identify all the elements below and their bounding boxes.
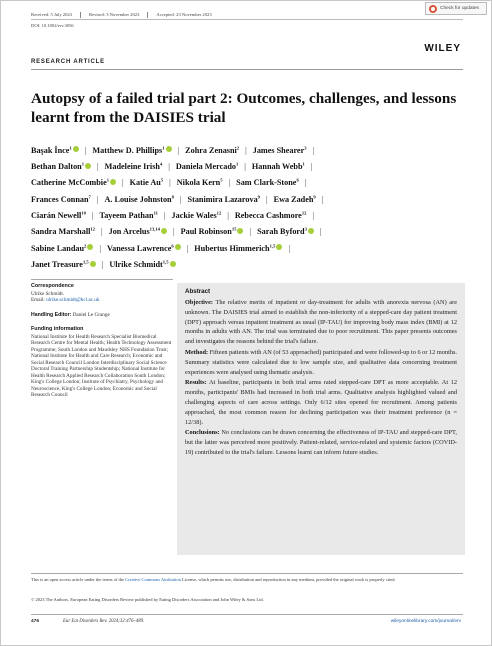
author-separator: | <box>100 227 103 237</box>
crossmark-icon <box>429 5 437 13</box>
page-number: 476 <box>31 619 40 624</box>
author-list <box>31 141 463 272</box>
author-name[interactable] <box>31 195 91 204</box>
author-name-text: Janet Treasure <box>31 260 83 270</box>
author-name-text: Nikola Kern <box>176 178 221 188</box>
author-separator: | <box>310 162 313 172</box>
author-affiliation-sup: 5 <box>220 177 223 183</box>
author-name[interactable] <box>31 146 79 155</box>
author-line <box>31 157 463 173</box>
footer-divider <box>31 573 463 574</box>
publisher-logo: WILEY <box>424 43 461 54</box>
author-separator: | <box>168 162 170 172</box>
license-text-post: License, which permits use, distribution and reproduction in any medium, provided the original work is properly cited. <box>181 577 396 582</box>
objective-text: The relative merits of inpatient or day-treatment for adults with anorexia nervosa (AN) are unknown. The DAISIES trial aimed to establish the non-inferiority of a stepped-care day patient treatment (DPT) approach versus inpatient treatment as usual (IP-TAU) for improving body mass index (BMI) at 12 months in adults with AN. The trial was terminated due to poor recruitment. This paper presents outcomes and investigates the reasons behind the trial's failure. <box>185 299 457 346</box>
orcid-icon[interactable] <box>175 244 181 250</box>
author-line <box>31 223 463 239</box>
author-affiliation-sup: 5 <box>160 177 164 183</box>
author-name[interactable] <box>253 146 307 155</box>
funding-text: National Institute for Health Research Specialist Biomedical Research Centre for Mental Health; Health Technology Assessment Programme; South London and Maudsley NHS Foundation Trust; National Institute for Health and Care Research; Economic and Social Research Council London Interdisciplinary Social Science Doctoral Training Partnership Studentship; National Institute for Health Research Applied Research Collaboration South London; King's College London; Institute of Psychiatry, Psychology and Neuroscience, King's College London; Economic and Social Research Council <box>31 333 172 398</box>
author-line <box>31 206 463 222</box>
email-label: Email: <box>31 297 45 303</box>
author-name[interactable] <box>31 178 116 187</box>
author-name-text: Madeleine Irish <box>104 162 160 172</box>
journal-citation: Eur Eat Disorders Rev. 2024;32:476–489. <box>63 619 145 624</box>
author-separator: | <box>84 145 87 155</box>
author-affiliation-sup: 11 <box>153 210 158 216</box>
email-link[interactable]: ulrike.schmidt@kcl.ac.uk <box>46 297 100 303</box>
author-separator: | <box>321 194 324 204</box>
author-name-text: Sarah Byford <box>257 227 305 237</box>
author-affiliation-sup: 6 <box>171 242 174 248</box>
author-name[interactable] <box>31 244 93 253</box>
license-link[interactable]: Creative Commons Attribution <box>125 577 181 582</box>
funding-heading: Funding information <box>31 326 84 332</box>
author-affiliation-sup: 1 <box>81 161 85 167</box>
author-name[interactable] <box>274 195 316 204</box>
author-name-text: Ulrike Schmidt <box>109 260 163 270</box>
author-name-text: Bethan Dalton <box>31 162 82 172</box>
results-text: At baseline, participants in both trial arms rated stepped-care DPT as more acceptable. At 12 months, participants' BMIs had increased in both trial arms. Qualitative analysis highlighted valued and challenging aspects of care across settings. Only 6/12 sites opened for recruitment. Among patients approached, the most common reason for declining participation was their treatment preference (n = 12/38). <box>185 379 457 426</box>
author-name[interactable] <box>31 162 91 171</box>
author-affiliation-sup: 12 <box>216 210 222 216</box>
accepted-date: Accepted: 23 November 2023 <box>156 12 212 17</box>
orcid-icon[interactable] <box>237 228 243 234</box>
author-name-text: Başak İnce <box>31 145 70 155</box>
author-affiliation-sup: 1 <box>106 177 110 183</box>
abstract-box <box>177 283 465 555</box>
orcid-icon[interactable] <box>161 228 167 234</box>
orcid-icon[interactable] <box>308 228 314 234</box>
author-name-text: Jon Arcelus <box>108 227 150 237</box>
author-affiliation-sup: 3 <box>304 226 307 232</box>
author-name[interactable] <box>31 260 96 269</box>
author-name[interactable] <box>31 211 86 220</box>
section-label: RESEARCH ARTICLE <box>31 59 105 65</box>
author-name-text: A. Louise Johnston <box>104 194 172 204</box>
author-separator: | <box>312 211 315 221</box>
objective-label: Objective: <box>185 299 213 306</box>
author-separator: | <box>91 211 94 221</box>
editor-heading: Handling Editor: <box>31 311 72 318</box>
author-separator: | <box>249 227 252 237</box>
orcid-icon[interactable] <box>110 179 116 185</box>
author-name-text: Vanessa Lawrence <box>106 243 172 253</box>
author-name-text: Katie Au <box>129 178 161 188</box>
results-label: Results: <box>185 379 207 387</box>
author-line <box>31 141 463 157</box>
author-affiliation-sup: 7 <box>88 193 91 199</box>
author-separator: | <box>304 178 307 188</box>
abstract-results <box>185 378 457 427</box>
author-separator: | <box>172 227 175 237</box>
abstract-method <box>185 348 457 377</box>
author-affiliation-sup: 1,5 <box>162 259 169 265</box>
date-separator <box>147 12 148 18</box>
editor-name: Daniel Le Grange <box>72 311 110 318</box>
doi-link[interactable]: DOI: 10.1002/erv.3056 <box>31 23 74 28</box>
method-label: Method: <box>185 348 209 356</box>
orcid-icon[interactable] <box>90 261 96 267</box>
copyright-note: © 2023 The Authors. European Eating Disorders Review published by Eating Disorders Association and John Wiley & Sons Ltd. <box>31 597 264 602</box>
author-separator: | <box>177 145 180 155</box>
author-separator: | <box>101 260 104 270</box>
license-note <box>31 577 463 583</box>
author-separator: | <box>122 178 124 188</box>
author-affiliation-sup: 1 <box>162 145 165 150</box>
author-separator: | <box>99 243 101 253</box>
author-name[interactable] <box>172 211 222 220</box>
author-affiliation-sup: 15 <box>231 226 237 232</box>
author-name-text: Sandra Marshall <box>31 227 91 237</box>
author-name-text: Rebecca Cashmore <box>234 211 302 221</box>
author-separator: | <box>169 178 171 188</box>
author-separator: | <box>227 211 229 221</box>
correspondence-name: Ulrike Schmidt. <box>31 290 65 297</box>
orcid-icon[interactable] <box>73 146 79 152</box>
author-affiliation-sup: 1,5 <box>82 259 89 265</box>
author-name[interactable] <box>185 146 239 155</box>
author-separator: | <box>244 162 246 172</box>
author-name-text: Catherine McCombie <box>31 178 107 188</box>
author-affiliation-sup: 9 <box>257 193 260 199</box>
conclusions-label: Conclusions: <box>185 429 220 437</box>
abstract-heading: Abstract <box>185 288 211 295</box>
author-affiliation-sup: 9 <box>313 193 316 199</box>
author-name[interactable] <box>107 244 181 253</box>
author-affiliation-sup: 12 <box>301 210 307 216</box>
author-name[interactable] <box>188 195 260 204</box>
author-name-text: Jackie Wales <box>171 211 217 221</box>
author-name-text: Matthew D. Phillips <box>92 145 163 155</box>
funding-block <box>31 326 173 399</box>
orcid-icon[interactable] <box>87 244 93 250</box>
top-divider <box>31 19 463 20</box>
abstract-conclusions <box>185 428 457 457</box>
journal-website-link[interactable]: wileyonlinelibrary.com/journal/erv <box>390 619 461 624</box>
correspondence-email-row <box>31 297 173 304</box>
author-name[interactable] <box>104 195 173 204</box>
author-line <box>31 190 463 206</box>
author-name[interactable] <box>177 178 223 187</box>
correspondence-heading: Correspondence <box>31 283 74 289</box>
author-line <box>31 239 463 255</box>
author-affiliation-sup: 3 <box>304 145 307 150</box>
orcid-icon[interactable] <box>85 163 91 169</box>
author-name[interactable] <box>252 162 305 171</box>
author-name[interactable] <box>236 178 299 187</box>
author-affiliation-sup: 1 <box>302 161 305 167</box>
author-name-text: Hubertus Himmerich <box>194 243 270 253</box>
author-affiliation-sup: 2 <box>236 145 240 150</box>
bottom-divider <box>31 614 463 615</box>
author-name-text: Ewa Zadeh <box>273 194 314 204</box>
author-name[interactable] <box>31 227 95 236</box>
license-text-pre: This is an open access article under the terms of the <box>31 577 124 582</box>
author-affiliation-sup: 10 <box>81 210 86 216</box>
author-separator: | <box>186 243 189 253</box>
author-name[interactable] <box>100 211 158 220</box>
author-affiliation-sup: 4 <box>159 161 163 167</box>
section-divider <box>31 69 463 70</box>
revised-date: Revised: 3 November 2023 <box>88 12 140 17</box>
author-line <box>31 174 463 190</box>
date-separator <box>80 12 81 18</box>
author-separator: | <box>96 194 99 204</box>
author-name-text: Ciarán Newell <box>31 211 82 221</box>
author-separator: | <box>245 145 247 155</box>
author-separator: | <box>97 162 99 172</box>
author-name[interactable] <box>181 227 244 236</box>
author-separator: | <box>312 145 315 155</box>
check-for-updates-button[interactable] <box>425 2 487 15</box>
article-title: Autopsy of a failed trial part 2: Outcomes, challenges, and lessons learnt from the DAISIES trial <box>31 90 457 126</box>
author-name[interactable] <box>92 146 171 155</box>
author-separator: | <box>288 243 290 253</box>
author-separator: | <box>228 178 231 188</box>
author-separator: | <box>319 227 322 237</box>
article-sidebar <box>31 283 173 407</box>
author-name[interactable] <box>109 227 167 236</box>
author-name-text: Hannah Webb <box>251 162 303 172</box>
conclusions-text: No conclusions can be drawn concerning the effectiveness of IP-TAU and stepped-care DPT, but the latter was perceived more positively. Patient-related, service-related and systemic factors (COVID-19) contributed to the trial's failure. Lessons learnt can inform future studies. <box>185 429 457 456</box>
abstract-objective <box>185 298 457 347</box>
author-name[interactable] <box>130 178 163 187</box>
author-affiliation-sup: 12 <box>90 226 95 232</box>
author-affiliation-sup: 2 <box>84 242 87 248</box>
author-name-text: Sabine Landau <box>31 243 85 253</box>
author-name-text: Stanimira Lazarova <box>187 194 258 204</box>
author-separator: | <box>265 194 268 204</box>
author-affiliation-sup: 8 <box>171 193 174 199</box>
author-affiliation-sup: 1 <box>69 145 72 150</box>
author-name[interactable] <box>194 244 282 253</box>
orcid-icon[interactable] <box>170 261 176 267</box>
author-line <box>31 255 463 271</box>
author-name-text: Daniela Mercado <box>175 162 236 172</box>
author-affiliation-sup: 1 <box>235 161 239 167</box>
author-name-text: James Shearer <box>252 145 305 155</box>
method-text: Fifteen patients with AN (of 53 approached) participated and were followed-up to 6 or 12 months. Summary statistics were calculated due to low sample size, and qualitative data concerning treatment experiences were analysed using thematic analysis. <box>185 348 457 376</box>
check-for-updates-label: Check for updates <box>440 6 479 11</box>
author-name-text: Frances Connan <box>31 194 89 204</box>
article-dates <box>31 12 212 18</box>
orcid-icon[interactable] <box>166 146 172 152</box>
author-affiliation-sup: 13,14 <box>149 226 160 232</box>
author-name[interactable] <box>235 211 307 220</box>
author-name[interactable] <box>105 162 163 171</box>
author-name-text: Sam Clark-Stone <box>236 178 297 188</box>
author-name[interactable] <box>257 227 314 236</box>
author-separator: | <box>163 211 166 221</box>
received-date: Received: 5 July 2023 <box>31 12 72 17</box>
author-name-text: Tayeem Pathan <box>99 211 154 221</box>
sidebar-divider <box>31 279 173 280</box>
author-name[interactable] <box>176 162 238 171</box>
orcid-icon[interactable] <box>276 244 282 250</box>
correspondence-block <box>31 283 173 304</box>
author-name-text: Paul Robinson <box>180 227 232 237</box>
editor-block <box>31 312 173 319</box>
author-affiliation-sup: 6 <box>296 177 299 183</box>
author-name[interactable] <box>109 260 175 269</box>
author-name-text: Zohra Zenasni <box>185 145 237 155</box>
author-affiliation-sup: 1,5 <box>269 242 276 248</box>
author-separator: | <box>179 194 182 204</box>
